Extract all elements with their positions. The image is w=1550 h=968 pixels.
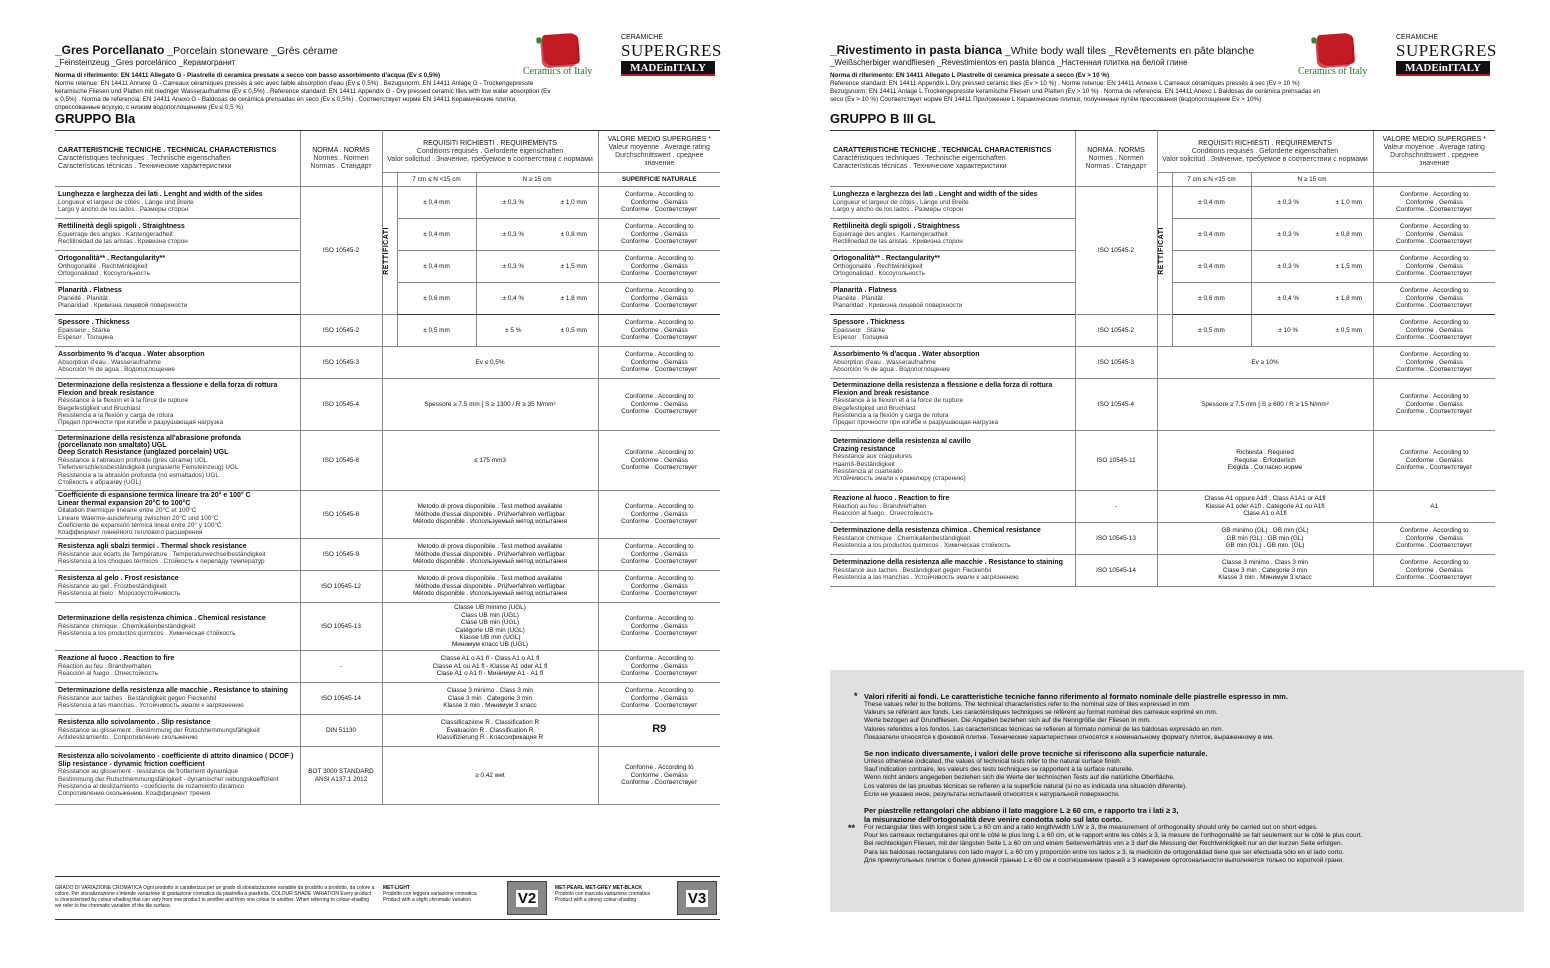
spec-characteristic: Determinazione della resistenza chimica . Chemical resistance Résistance chimique . Chemikalienbeständigkeit Resistencia a los productos químicos . Химическая стойкость bbox=[830, 523, 1075, 555]
spec-characteristic: Determinazione della resistenza alle macchie . Resistance to staining Résistance aux taches . Beständigkeit gegen Fleckenbil Resistencia a las manchas . Устойчивость эмали к загрязнению bbox=[830, 555, 1075, 587]
left-norm bbox=[55, 72, 555, 112]
spec-average: Conforme . According to Conforme . Gemäss Conforme . Соответствует bbox=[1373, 219, 1495, 251]
spec-average: Conforme . According to Conforme . Gemäss Conforme . Соответствует bbox=[1373, 315, 1495, 347]
left-norm-text: Norme retenue: EN 14411 Annexe G - Carreaux céramiques pressés à sec avec faible absorption d'eau (Ev ≤ 0,5%) . Bezugsnorm: EN 14411 Anlage G - Trockengepresste keramische Fliesen und Platten mit niedriger Wasseraufnahme (Ev ≤ 0,5%) . Reference standard: EN 14411 Appendix G - Dry pressed ceramic tiles with low water absorption (Ev ≤ 0,5%) . Norma de referencia: EN 14411 Anexo G - Baldosas de cerámica prensadas en seco (Ev ≤ 0,5%) . Соответствует норме EN 14411 Керамические плитки, спрессованные всухую, с низким водопоглощением (Ev ≤ 0,5 %) bbox=[55, 80, 551, 111]
spec-characteristic: Assorbimento % d'acqua . Water absorption Absorption d'eau . Wasseraufnahme Absorción % de agua . Водопоглощение bbox=[55, 347, 300, 379]
spec-norm: ISO 10545-4 bbox=[300, 379, 382, 431]
spec-characteristic: Lunghezza e larghezza dei lati . Lenght and width of the sides Longueur et largeur de côtés . Länge und Breite Largo y ancho de los lados . Размеры сторон bbox=[55, 187, 300, 219]
header-requirements: REQUISITI RICHIESTI . REQUIREMENTS Conditions requisés . Geforderte eigenschaften Valor solicitud . Значение, требуемое в соответствии с нормами bbox=[1157, 131, 1373, 173]
spec-average: Conforme . According to Conforme . Gemäss Conforme . Соответствует bbox=[598, 219, 720, 251]
spec-row bbox=[830, 315, 1495, 347]
spec-requirement: GB minimo (GL) . GB min (GL) GB min (GL) . GB min (GL) GB min (GL) . GB min. (GL) bbox=[1157, 523, 1373, 555]
spec-norm: ISO 10545-14 bbox=[300, 683, 382, 715]
v3-badge bbox=[677, 881, 717, 915]
right-group-title: GRUPPO B III GL bbox=[830, 111, 936, 126]
note3-title: Per piastrelle rettangolari che abbiano il lato maggiore L ≥ 60 cm, e rapporto tra i lati ≥ 3, la misurazione dell'ortogonalità deve venire condotta solo sul lato corto. bbox=[864, 806, 1179, 825]
right-header bbox=[830, 44, 1330, 104]
spec-requirement: ≤ 175 mm3 bbox=[382, 431, 598, 491]
spec-requirement: Classe 3 minimo . Class 3 min Clase 3 min . Categorie 3 min Klasse 3 min . Минимум 3 класс bbox=[382, 683, 598, 715]
footer-mid-title: MET-LIGHT bbox=[383, 885, 410, 891]
note2-text: Unless otherwise indicated, the values of technical tests refer to the natural surface finish. Sauf indication contraire, les valeurs des tests techniques se rapportent à la surface naturelle. Wenn nicht anders angegeben beziehen sich die Werte der technischen Tests auf die natürliche Oberfläche. Los valores de las pruebas técnicas se refieren a la superficie natural (si no es indicada una situación diferente). Если не указано иное, результаты испытаний относятся к натуральной поверхности. bbox=[864, 758, 1188, 798]
spec-row bbox=[830, 491, 1495, 523]
spec-small-value: ± 0,4 mm bbox=[1172, 219, 1251, 251]
spec-requirement: Spessore ≥ 7,5 mm [ S ≥ 600 / R ≥ 15 N/mm² bbox=[1157, 379, 1373, 431]
spec-average: Conforme . According to Conforme . Gemäss Conforme . Соответствует bbox=[1373, 523, 1495, 555]
spec-norm: ISO 10545-13 bbox=[1075, 523, 1157, 555]
spec-average: Conforme . According to Conforme . Gemäss Conforme . Соответствует bbox=[1373, 187, 1495, 219]
spec-row bbox=[55, 379, 720, 431]
spec-large-value: ± 5 % bbox=[476, 315, 550, 347]
header-size-large: N ≥ 15 cm bbox=[476, 173, 598, 187]
spec-row bbox=[55, 315, 720, 347]
spec-requirement: Richiesta . Required Requise . Erforderlich Exigida . Согласно норме bbox=[1157, 431, 1373, 491]
spec-row bbox=[830, 431, 1495, 491]
spec-row bbox=[830, 187, 1495, 219]
spec-rect-value: ± 0,8 mm bbox=[550, 219, 598, 251]
footer-right-text: Prodotto con marcata variazione cromatica Product with a strong colour-shading bbox=[555, 891, 651, 903]
spec-rect-value: ± 1,5 mm bbox=[1325, 251, 1373, 283]
spec-characteristic: Determinazione della resistenza chimica . Chemical resistance Résistance chimique . Chemikalienbeständigkeit Resistencia a los productos químicos . Химическая стойкость bbox=[55, 603, 300, 651]
right-title-rest: _White body wall tiles _Revêtements en pâte blanche bbox=[1002, 45, 1255, 57]
spec-large-value: ± 0,3 % bbox=[476, 219, 550, 251]
footer-met-dark bbox=[555, 885, 675, 903]
spec-requirement: ≥ 0,42 wet bbox=[382, 747, 598, 805]
spec-norm: ISO 10545-9 bbox=[300, 539, 382, 571]
spec-requirement: Classe A1 o A1 fl - Class A1 o A1 fl Classe A1 ou A1 fl - Klasse A1 oder A1 fl Clase A1 o A1 fl - Минимум A1 - A1 fl bbox=[382, 651, 598, 683]
v3-label: V3 bbox=[687, 890, 707, 907]
note3-text: For rectangular tiles with longest side L ≥ 60 cm and a ratio length/width L/W ≥ 3, the measurement of orthogonality should only be carried out on short edges. Pour les carreaux rectangulaires qui ont le côté le plus long L ≥ 60 cm, et le rapport entre les côtés ≥ 3, la mesure de l'orthogonalité se fait seulement sur le côté le plus court. Bei rechteckigen Fliesen, mit der längsten Seite L ≥ 60 cm und einem Seitenverhältnis von ≥ 3 darf die Messung der Rechtwinkligkeit nur an der kurzen Seite erfolgen. Para las baldosas rectangulares con lado mayor L ≥ 60 cm y proporción entre los lados ≥ 3, la medición de ortogonalidad tiene que ser efectuada sólo en el lado corto. Для прямоугольных плиток с более длинной гранью L ≥ 60 см и соотношением граней ≥ 3 измерение ортогональности выполняется только по короткой грани. bbox=[864, 824, 1363, 864]
header-norms: NORMA . NORMS Normes . Normen Normas . Стандарт bbox=[300, 131, 382, 187]
spec-characteristic: Ortogonalità** . Rectangularity** Orthogonalité . Rechtwinkligkeit Ortogonalidad . Косоугольность bbox=[55, 251, 300, 283]
left-spec-table bbox=[55, 130, 720, 805]
spec-average: Conforme . According to Conforme . Gemäss Conforme . Соответствует bbox=[1373, 431, 1495, 491]
right-spec-table bbox=[830, 130, 1495, 587]
spec-row bbox=[55, 347, 720, 379]
note1-title: Valori riferiti ai fondi. Le caratteristiche tecniche fanno riferimento al formato nominale delle piastrelle espresso in mm. bbox=[864, 692, 1288, 701]
header-norms: NORMA . NORMS Normes . Normen Normas . Стандарт bbox=[1075, 131, 1157, 187]
spec-large-value: ± 0,3 % bbox=[476, 251, 550, 283]
spec-average: Conforme . According to Conforme . Gemäss Conforme . Соответствует bbox=[598, 539, 720, 571]
right-logo bbox=[1298, 34, 1508, 80]
spec-average: Conforme . According to Conforme . Gemäss Conforme . Соответствует bbox=[598, 571, 720, 603]
spec-average: Conforme . According to Conforme . Gemäss Conforme . Соответствует bbox=[598, 251, 720, 283]
header-surface bbox=[1373, 173, 1495, 187]
spec-average: Conforme . According to Conforme . Gemäss Conforme . Соответствует bbox=[1373, 347, 1495, 379]
spec-characteristic: Planarità . Flatness Planéité . Planität Planaridad . Кривизна лицевой поверхности bbox=[55, 283, 300, 315]
spec-row bbox=[55, 747, 720, 805]
header-characteristics: CARATTERISTICHE TECNICHE . TECHNICAL CHARACTERISTICS Caractéristiques techniques . Technische eigenschaften Características técnicas . Технические характеристики bbox=[55, 131, 300, 187]
spec-row bbox=[55, 431, 720, 491]
spec-norm: ISO 10545-3 bbox=[300, 347, 382, 379]
spec-large-value: ± 0,4 % bbox=[476, 283, 550, 315]
spec-average: R9 bbox=[598, 715, 720, 747]
spec-characteristic: Resistenza agli sbalzi termici . Thermal shock resistance Résistance aux écarts de Température . Temperaturwechselbeständigkeit Resistencia a los choques térmicos . Стойкость к перепаду температур bbox=[55, 539, 300, 571]
spec-requirement: Classe 3 minimo . Class 3 min Clase 3 min . Categorie 3 min Klasse 3 min . Минимум 3 класс bbox=[1157, 555, 1373, 587]
spec-row bbox=[830, 347, 1495, 379]
spec-norm: ISO 10545-2 bbox=[1075, 315, 1157, 347]
spec-norm: ISO 10545-11 bbox=[1075, 431, 1157, 491]
spec-small-value: ± 0,4 mm bbox=[1172, 187, 1251, 219]
spec-average: Conforme . According to Conforme . Gemäss Conforme . Соответствует bbox=[598, 379, 720, 431]
right-norm-text: Reference standard: EN 14411 Appendix L Dry pressed ceramic tiles (Ev > 10 %) . Norme retenue: EN 14411 Annexe L Carreaux céramiques pressés à sec (Ev > 10 %) Bezugsnorm: EN 14411 Anlage L Trockengepresste keramische Fliesen und Platten (Ev > 10 %) . Norma de referencia: EN 14411 Anexo L Baldosas de cerámica prensadas en seco (Ev > 10 %) Соответствует норме EN 14411 Приложение L Керамические плитки, полученные путём прессования (водопоглощение Ev > 10%) bbox=[830, 80, 1321, 103]
spec-characteristic: Assorbimento % d'acqua . Water absorption Absorption d'eau . Wasseraufnahme Absorción % de agua . Водопоглощение bbox=[830, 347, 1075, 379]
spec-large-value: ± 0,3 % bbox=[1251, 251, 1325, 283]
v2-badge bbox=[507, 881, 547, 915]
note2-title: Se non indicato diversamente, i valori delle prove tecniche si riferiscono alla superficie naturale. bbox=[864, 749, 1208, 759]
spec-row bbox=[55, 603, 720, 651]
spec-characteristic: Reazione al fuoco . Reaction to fire Réaction au feu . Brandverhalten Reacción al fuego . Огнестойкость bbox=[55, 651, 300, 683]
spec-average: Conforme . According to Conforme . Gemäss Conforme . Соответствует bbox=[598, 283, 720, 315]
spec-small-value: ± 0,4 mm bbox=[397, 219, 476, 251]
spec-characteristic: Lunghezza e larghezza dei lati . Lenght and width of the sides Longueur et largeur de côtés . Länge und Breite Largo y ancho de los lados . Размеры сторон bbox=[830, 187, 1075, 219]
header-requirements: REQUISITI RICHIESTI . REQUIREMENTS Conditions requisés . Geforderte eigenschaften Valor solicitud . Значение, требуемое в соответствии с нормами bbox=[382, 131, 598, 173]
spec-characteristic: Resistenza allo scivolamento - coefficiente di attrito dinamico ( DCOF ) Slip resistance - dynamic friction coefficient Résistance au glissement - resistance de frottement dynamique Bestimmung der Rutschhemmungsfähigkeit - dynamischer reibungskoeffizient Resistencia al deslizamiento - coeficiente de rozamiento dinámico Сопротивление скольжению. Коэффициент трения bbox=[55, 747, 300, 805]
spec-small-value: ± 0,6 mm bbox=[397, 283, 476, 315]
spec-norm: ISO 10545-6 bbox=[300, 431, 382, 491]
spec-norm: BOT 3000 STANDARD ANSI A137.1 2012 bbox=[300, 747, 382, 805]
v2-label: V2 bbox=[517, 890, 537, 907]
header-characteristics: CARATTERISTICHE TECNICHE . TECHNICAL CHARACTERISTICS Caractéristiques techniques . Technische eigenschaften Características técnicas . Технические характеристики bbox=[830, 131, 1075, 187]
spec-characteristic: Resistenza al gelo . Frost resistance Résistance au gel . Frostbeständigkeit Resistencia al hielo . Морозоустойчивость bbox=[55, 571, 300, 603]
left-title-rest: _Porcelain stoneware _Grès cérame bbox=[164, 45, 338, 57]
spec-average: Conforme . According to Conforme . Gemäss Conforme . Соответствует bbox=[598, 683, 720, 715]
spec-rect-value: ± 0,5 mm bbox=[1325, 315, 1373, 347]
spec-norm: - bbox=[300, 651, 382, 683]
logo-supergres: SUPERGRES bbox=[621, 41, 722, 60]
notes-box bbox=[830, 670, 1524, 912]
footer-met-light bbox=[383, 885, 503, 903]
spec-rect-value: ± 1,0 mm bbox=[550, 187, 598, 219]
left-logo bbox=[523, 34, 733, 80]
spec-row bbox=[830, 523, 1495, 555]
header-average: VALORE MEDIO SUPERGRES * Valeur moyenne . Average rating Durchschnittswert . среднее значение bbox=[598, 131, 720, 173]
spec-norm: ISO 10545-2 bbox=[1075, 187, 1157, 315]
spec-average: Conforme . According to Conforme . Gemäss Conforme . Соответствует bbox=[598, 187, 720, 219]
spec-rect-value: ± 0,5 mm bbox=[550, 315, 598, 347]
spec-norm: ISO 10545-2 bbox=[300, 315, 382, 347]
spec-average: Conforme . According to Conforme . Gemäss Conforme . Соответствует bbox=[1373, 251, 1495, 283]
spec-requirement: Metodo di prova disponibile . Test method available Méthode d'essai disponible . Prüfverfahren verfügbar Método disponible . Используемый метод испытания bbox=[382, 571, 598, 603]
spec-row bbox=[830, 555, 1495, 587]
spec-norm: ISO 10545-14 bbox=[1075, 555, 1157, 587]
spec-norm: ISO 10545-8 bbox=[300, 491, 382, 539]
right-title-line2: _Weißscherbiger wandfliesen _Revestimientos en pasta blanca _Настенная плитка на белой глине bbox=[830, 58, 1188, 67]
spec-average: Conforme . According to Conforme . Gemäss Conforme . Соответствует bbox=[598, 651, 720, 683]
spec-characteristic: Resistenza allo scivolamento . Slip resistance Résistance au glissement . Bestimmung der Rutschhemmungsfähigkeit Antideslizamiento . Сопротивление скольжению bbox=[55, 715, 300, 747]
spec-small-value: ± 0,4 mm bbox=[1172, 251, 1251, 283]
spec-row bbox=[55, 715, 720, 747]
spec-characteristic: Planarità . Flatness Planéité . Planität Planaridad . Кривизна лицевой поверхности bbox=[830, 283, 1075, 315]
spec-average: Conforme . According to Conforme . Gemäss Conforme . Соответствует bbox=[598, 431, 720, 491]
spec-requirement: Ev ≥ 10% bbox=[1157, 347, 1373, 379]
note1-text: These values refer to the bottoms. The technical characteristics refer to the nominal size of tiles expressed in mm Valeurs se référant aux fonds. Les caractéristiques techniques se réfèrent au format nominal des carreaux exprimé en mm. Werte bezogen auf Grundfliesen. Die Angaben beziehen sich auf die Nenngröße der Fliesen in mm. Valores referidos a los fondos. Las características técnicas se refieren al formato nominal de las baldosas expresado en mm. Показатели относятся к фоновой плитке. Технические характеристики относятся к номинальному формату плиток, выраженному в мм. bbox=[864, 701, 1274, 741]
header-surface: SUPERFICIE NATURALE bbox=[598, 173, 720, 187]
logo-ceramiche: CERAMICHE bbox=[1396, 34, 1439, 41]
asterisk-2: ** bbox=[848, 823, 856, 833]
spec-norm: - bbox=[1075, 491, 1157, 523]
logo-made-in-italy: MADEinITALY bbox=[1396, 61, 1490, 76]
spec-large-value: ± 0,3 % bbox=[1251, 219, 1325, 251]
left-title: _Gres Porcellanato bbox=[55, 43, 165, 57]
rettificati-label: RETTIFICATI bbox=[382, 187, 397, 315]
spec-small-value: ± 0,4 mm bbox=[397, 251, 476, 283]
spec-large-value: ± 0,3 % bbox=[1251, 187, 1325, 219]
spec-characteristic: Determinazione della resistenza a flessione e della forza di rottura Flexion and break resistance Résistance à la flexion et à la force de rupture Biegefestigkeit und Bruchlast Resistencia a la flexión y carga de rotura Предел прочности при изгибе и разрушающая нагрузка bbox=[55, 379, 300, 431]
spec-rect-value: ± 1,8 mm bbox=[550, 283, 598, 315]
rettificati-label: RETTIFICATI bbox=[1157, 187, 1172, 315]
footer-mid-text: Prodotto con leggera variazione cromatica Product with a slight chromatic variation bbox=[383, 891, 477, 903]
splash-icon bbox=[542, 33, 578, 65]
left-footer bbox=[55, 876, 720, 920]
left-group-title: GRUPPO BIa bbox=[55, 111, 136, 126]
splash-icon bbox=[1317, 33, 1353, 65]
spec-row bbox=[55, 491, 720, 539]
spec-small-value: ± 0,6 mm bbox=[1172, 283, 1251, 315]
spec-norm: ISO 10545-13 bbox=[300, 603, 382, 651]
spec-average: Conforme . According to Conforme . Gemäss Conforme . Соответствует bbox=[1373, 379, 1495, 431]
spec-row bbox=[55, 571, 720, 603]
spec-characteristic: Determinazione della resistenza a flessione e della forza di rottura Flexion and break resistance Résistance à la flexion et à la force de rupture Biegefestigkeit und Bruchlast Resistencia a la flexión y carga de rotura Предел прочности при изгибе и разрушающая нагрузка bbox=[830, 379, 1075, 431]
spec-average: A1 bbox=[1373, 491, 1495, 523]
spec-small-value: ± 0,5 mm bbox=[1172, 315, 1251, 347]
logo-ceramiche: CERAMICHE bbox=[621, 34, 664, 41]
spec-average: Conforme . According to Conforme . Gemäss Conforme . Соответствует bbox=[598, 347, 720, 379]
spec-requirement: Metodo di prova disponibile . Test method available Méthode d'essai disponible . Prüfverfahren verfügbar Método disponible . Используемый метод испытания bbox=[382, 491, 598, 539]
spec-characteristic: Coefficiente di espansione termica lineare tra 20° e 100° C Linear thermal expansion 20°C to 100°C Dilatation thermique linéaire entre 20°C et 100°C Lineare Waerme-ausdehnung zwischen 20°C und 100°C Coeficiente de expansión térmica lineal entre 20° y 100°C Коэффициент линейного теплового расширения bbox=[55, 491, 300, 539]
spec-average: Conforme . According to Conforme . Gemäss Conforme . Соответствует bbox=[1373, 555, 1495, 587]
spec-large-value: ± 0,4 % bbox=[1251, 283, 1325, 315]
right-norm bbox=[830, 72, 1330, 104]
header-size-small: 7 cm ≤ N <15 cm bbox=[1172, 173, 1251, 187]
spec-characteristic: Determinazione della resistenza al cavillo Crazing resistance Résistance aux craquelures Haarriß-Beständigkeit Resistencia al cuarteado Устойчивость эмали к кракелюру (старению) bbox=[830, 431, 1075, 491]
spec-requirement: Metodo di prova disponibile . Test method available Méthode d'essai disponible . Prüfverfahren verfügbar Método disponible . Используемый метод испытания bbox=[382, 539, 598, 571]
spec-requirement: Classe UB minimo (UGL) Class UB min (UGL) Clase UB min (UGL) Catégorie UB min (UGL) Klasse UB min (UGL) Минимум класс UB (UGL) bbox=[382, 603, 598, 651]
right-title: _Rivestimento in pasta bianca bbox=[830, 43, 1003, 57]
logo-made-in-italy: MADEinITALY bbox=[621, 61, 715, 76]
spec-row bbox=[55, 539, 720, 571]
spec-norm: ISO 10545-4 bbox=[1075, 379, 1157, 431]
asterisk-1: * bbox=[854, 691, 858, 701]
spec-average: Conforme . According to Conforme . Gemäss Conforme . Соответствует bbox=[598, 603, 720, 651]
logo-supergres: SUPERGRES bbox=[1396, 41, 1497, 60]
spec-rect-value: ± 1,0 mm bbox=[1325, 187, 1373, 219]
spec-large-value: ± 0,3 % bbox=[476, 187, 550, 219]
spec-average: Conforme . According to Conforme . Gemäss Conforme . Соответствует bbox=[598, 747, 720, 805]
spec-average: Conforme . According to Conforme . Gemäss Conforme . Соответствует bbox=[598, 491, 720, 539]
spec-rect-value: ± 1,8 mm bbox=[1325, 283, 1373, 315]
footer-shade-text: GRADO DI VARIAZIONE CROMATICA Ogni prodotto si caratterizza per un grado di stonalizzazione variabile da prodotto a prodotto, da colore a colore. Per stonalizzazione s'intende variazione di gradazione cromatica da piastrella a piastrella. COLOUR SHADE VARIATION Every product is characterised by colour-shading that can vary from one product to another and from one colour to another. When referring to colour-shading we refer to the chromatic variation of the tile surface. bbox=[55, 885, 375, 909]
spec-small-value: ± 0,5 mm bbox=[397, 315, 476, 347]
left-norm-bold: Norma di riferimento: EN 14411 Allegato G - Piastrelle di ceramica pressate a secco con basso assorbimento d'acqua (Ev ≤ 0,5%) bbox=[55, 72, 441, 79]
right-norm-bold: Norma di riferimento: EN 14411 Allegato L Piastrelle di ceramica pressate a secco (Ev > 10 %) bbox=[830, 72, 1110, 79]
spec-norm: ISO 10545-3 bbox=[1075, 347, 1157, 379]
header-size-large: N ≥ 15 cm bbox=[1251, 173, 1373, 187]
spec-large-value: ± 10 % bbox=[1251, 315, 1325, 347]
header-size-small: 7 cm ≤ N <15 cm bbox=[397, 173, 476, 187]
spec-row bbox=[830, 379, 1495, 431]
spec-norm: DIN 51130 bbox=[300, 715, 382, 747]
ceramics-of-italy: Ceramics of Italy bbox=[1298, 66, 1368, 77]
spec-characteristic: Spessore . Thickness Epaisseur . Stärke Espesor . Толщина bbox=[830, 315, 1075, 347]
spec-rect-value: ± 0,8 mm bbox=[1325, 219, 1373, 251]
spec-average: Conforme . According to Conforme . Gemäss Conforme . Соответствует bbox=[1373, 283, 1495, 315]
spec-characteristic: Rettilineità degli spigoli . Straightness Equerrage des angles . Kantengeradheit Rectilinedad de las aristas . Кривизна сторон bbox=[55, 219, 300, 251]
spec-requirement: Spessore ≥ 7,5 mm [ S ≥ 1300 / R ≥ 35 N/mm² bbox=[382, 379, 598, 431]
spec-norm: ISO 10545-2 bbox=[300, 187, 382, 315]
spec-average: Conforme . According to Conforme . Gemäss Conforme . Соответствует bbox=[598, 315, 720, 347]
spec-row bbox=[55, 651, 720, 683]
left-header bbox=[55, 44, 555, 112]
spec-small-value: ± 0,4 mm bbox=[397, 187, 476, 219]
spec-characteristic: Determinazione della resistenza alle macchie . Resistance to staining Résistance aux taches . Beständigkeit gegen Fleckenbil Resistencia a las manchas . Устойчивость эмали к загрязнению bbox=[55, 683, 300, 715]
ceramics-of-italy: Ceramics of Italy bbox=[523, 66, 593, 77]
spec-norm: ISO 10545-12 bbox=[300, 571, 382, 603]
spec-characteristic: Determinazione della resistenza all'abrasione profonda (porcellanato non smaltato) UGL Deep Scratch Resistance (unglazed porcelain) UGL Résistance à l'abrasion profonde (grès cérame) UGL Tiefenverschleissbeständigkeit (unglasierte Feinsteinzeug) UGL Resistencia a la abrasión profunda (no esmaltados) UGL Стойкость к абразиву (UGL) bbox=[55, 431, 300, 491]
spec-characteristic: Ortogonalità** . Rectangularity** Orthogonalité . Rechtwinkligkeit Ortogonalidad . Косоугольность bbox=[830, 251, 1075, 283]
spec-characteristic: Reazione al fuoco . Reaction to fire Réaction au feu . Brandverhalten Reacción al fuego . Огнестойкость bbox=[830, 491, 1075, 523]
header-average: VALORE MEDIO SUPERGRES * Valeur moyenne . Average rating Durchschnittswert . среднее значение bbox=[1373, 131, 1495, 173]
spec-row bbox=[55, 683, 720, 715]
spec-requirement: Classe A1 oppure A1fl . Class A1A1 or A1fl Klasse A1 oder A1fl . Catégorie A1 ou A1fl Clase A1 o A1fl bbox=[1157, 491, 1373, 523]
left-title-line2: _Feinsteinzeug _Gres porcelánico _Керамогранит bbox=[55, 58, 236, 67]
spec-requirement: Classificazione R . Classification R Evaluación R . Classification R Klassifizierung R . Классификация R bbox=[382, 715, 598, 747]
spec-requirement: Ev ≤ 0,5% bbox=[382, 347, 598, 379]
spec-rect-value: ± 1,5 mm bbox=[550, 251, 598, 283]
footer-right-title: MET-PEARL MET-GREY MET-BLACK bbox=[555, 885, 643, 891]
spec-characteristic: Rettilineità degli spigoli . Straightness Equerrage des angles . Kantengeradheit Rectilinedad de las aristas . Кривизна сторон bbox=[830, 219, 1075, 251]
spec-row bbox=[55, 187, 720, 219]
spec-characteristic: Spessore . Thickness Epaisseur . Stärke Espesor . Толщина bbox=[55, 315, 300, 347]
